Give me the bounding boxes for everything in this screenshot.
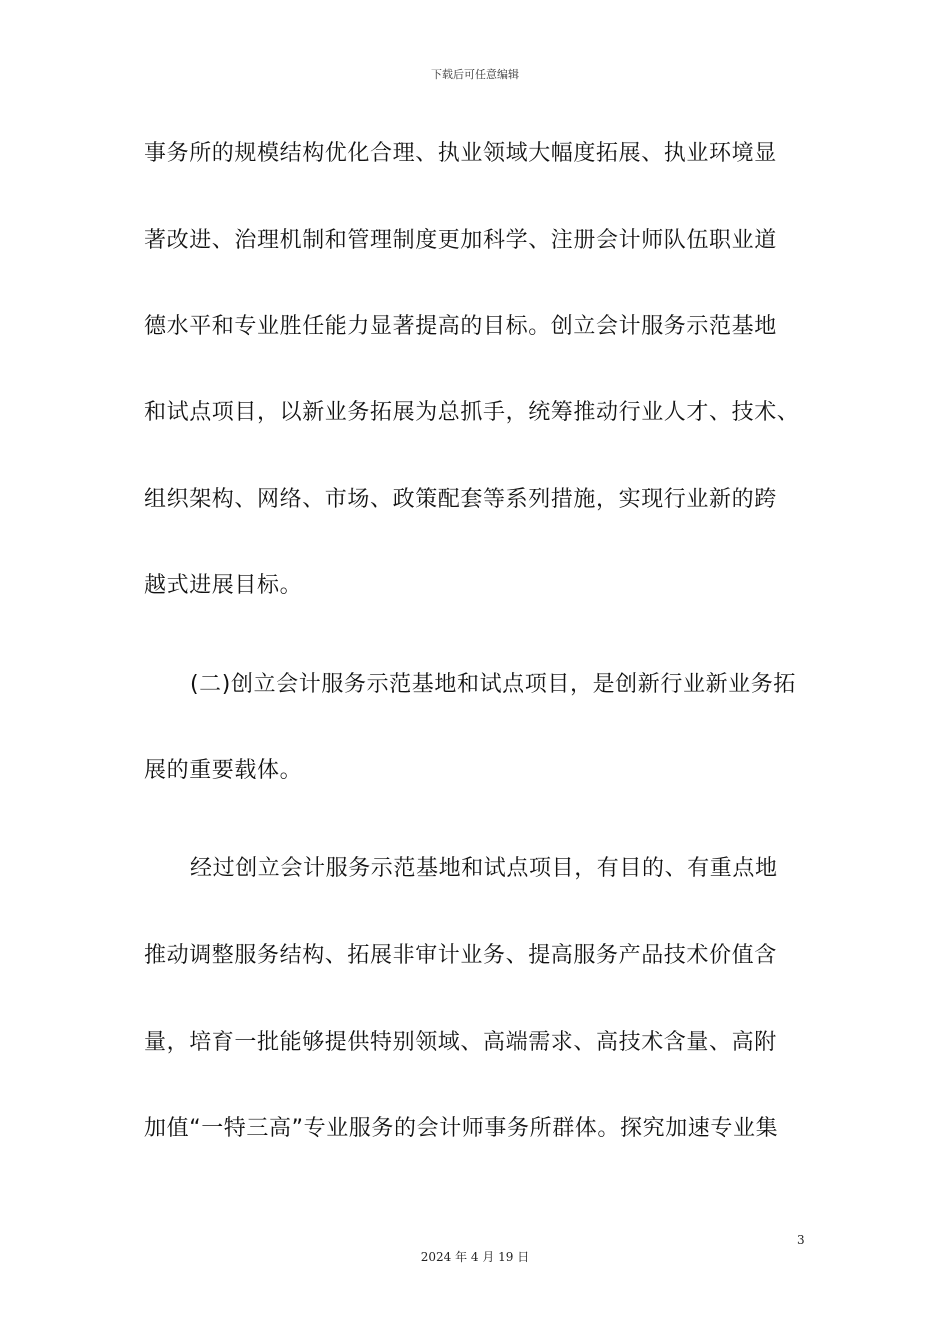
paragraph-line: (二)创立会计服务示范基地和试点项目，是创新行业新业务拓	[190, 672, 796, 697]
paragraph-line: 组织架构、网络、市场、政策配套等系列措施，实现行业新的跨	[144, 487, 777, 512]
header-note: 下载后可任意编辑	[431, 68, 519, 81]
paragraph-line: 推动调整服务结构、拓展非审计业务、提高服务产品技术价值含	[144, 943, 777, 968]
paragraph-line: 加值“一特三高”专业服务的会计师事务所群体。探究加速专业集	[144, 1116, 779, 1141]
paragraph-line: 展的重要载体。	[144, 758, 303, 783]
footer-date: 2024 年 4 月 19 日	[420, 1250, 530, 1264]
paragraph-line: 和试点项目，以新业务拓展为总抓手，统筹推动行业人才、技术、	[144, 400, 800, 425]
paragraph-line: 越式进展目标。	[144, 573, 303, 598]
paragraph-line: 经过创立会计服务示范基地和试点项目，有目的、有重点地	[190, 856, 778, 881]
page-number: 3	[797, 1233, 805, 1247]
paragraph-line: 德水平和专业胜任能力显著提高的目标。创立会计服务示范基地	[144, 314, 777, 339]
paragraph-line: 事务所的规模结构优化合理、执业领域大幅度拓展、执业环境显	[144, 141, 777, 166]
paragraph-line: 量，培育一批能够提供特别领域、高端需求、高技术含量、高附	[144, 1030, 777, 1055]
paragraph-line: 著改进、治理机制和管理制度更加科学、注册会计师队伍职业道	[144, 228, 777, 253]
